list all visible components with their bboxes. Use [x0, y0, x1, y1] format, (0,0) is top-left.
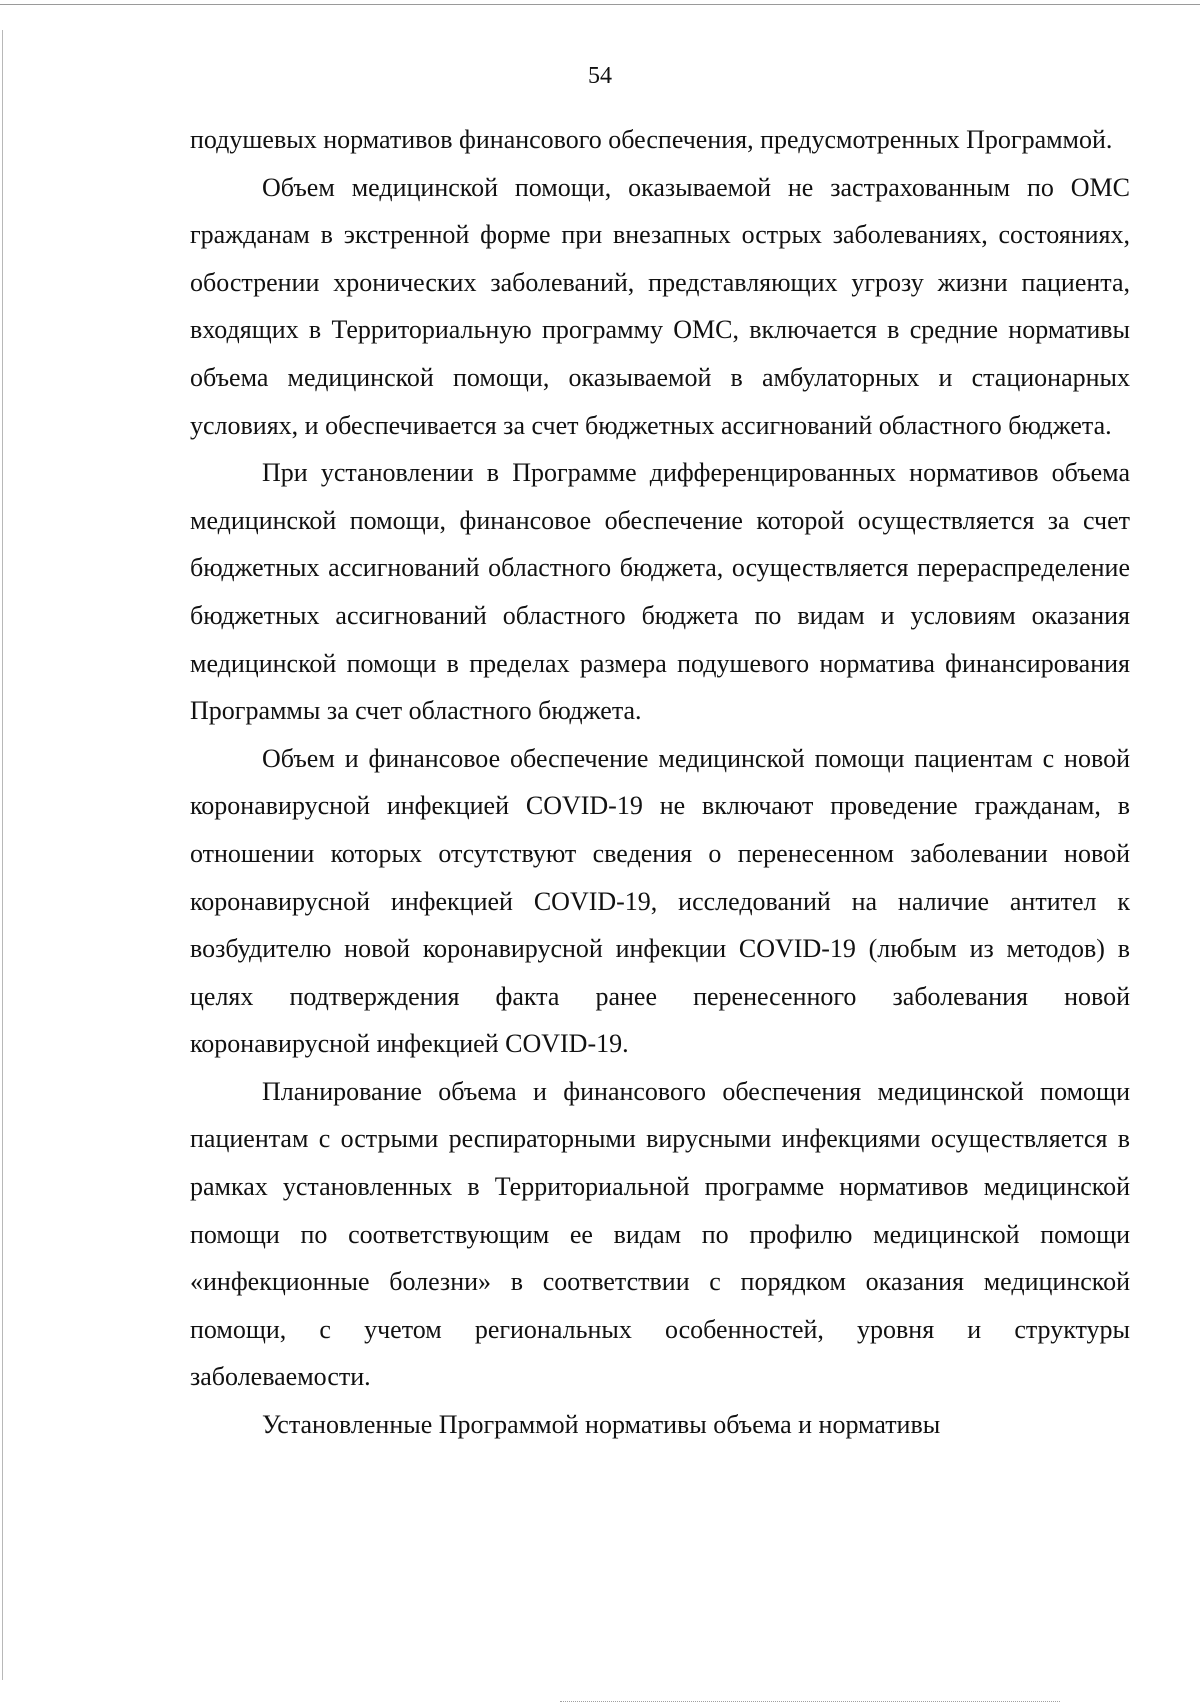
document-body: [190, 116, 1130, 1449]
paragraph-uninsured-emergency-care: Объем медицинской помощи, оказываемой не застрахованным по ОМС гражданам в экстренной форме при внезапных острых заболеваниях, состояниях, обострении хронических заболеваний, представляющих угрозу жизни пациента, входящих в Территориальную программу ОМС, включается в средние нормативы объема медицинской помощи, оказываемой в амбулаторных и стационарных условиях, и обеспечивается за счет бюджетных ассигнований областного бюджета.: [190, 172, 1130, 440]
paragraph-differentiated-standards: При установлении в Программе дифференцированных нормативов объема медицинской помощи, финансовое обеспечение которой осуществляется за счет бюджетных ассигнований областного бюджета, осуществляется перераспределение бюджетных ассигнований областного бюджета по видам и условиям оказания медицинской помощи в пределах размера подушевого норматива финансирования Программы за счет областного бюджета.: [190, 458, 1130, 726]
paragraph-established-standards: Установленные Программой нормативы объема и нормативы: [262, 1410, 941, 1440]
paragraph-covid-19: Объем и финансовое обеспечение медицинской помощи пациентам с новой коронавирусной инфекцией COVID-19 не включают проведение гражданам, в отношении которых отсутствуют сведения о перенесенном заболевании новой коронавирусной инфекцией COVID-19, исследований на наличие антител к возбудителю новой коронавирусной инфекции COVID-19 (любым из методов) в целях подтверждения факта ранее перенесенного заболевания новой коронавирусной инфекцией COVID-19.: [190, 743, 1130, 1059]
page-number: 54: [588, 63, 612, 89]
scan-edge-left: [2, 30, 3, 1680]
paragraph-continued: подушевых нормативов финансового обеспечения, предусмотренных Программой.: [190, 125, 1113, 154]
paragraph-respiratory-infections: Планирование объема и финансового обеспечения медицинской помощи пациентам с острыми респираторными вирусными инфекциями осуществляется в рамках установленных в Территориальной программе нормативов медицинской помощи по соответствующим ее видам по профилю медицинской помощи «инфекционные болезни» в соответствии с порядком оказания медицинской помощи, с учетом региональных особенностей, уровня и структуры заболеваемости.: [190, 1076, 1130, 1392]
scan-edge-top: [0, 4, 1200, 5]
scan-edge-bottom: [560, 1701, 1060, 1702]
